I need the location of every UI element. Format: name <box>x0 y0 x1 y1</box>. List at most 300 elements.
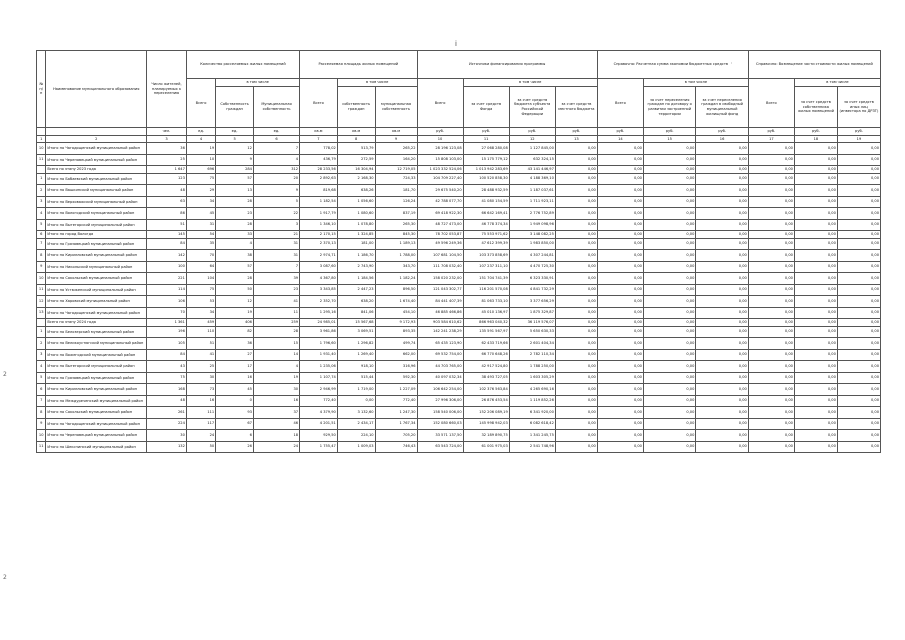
value-cell: 152 080 660,03 <box>417 418 463 430</box>
value-cell: 34 <box>186 196 215 208</box>
value-cell: 107 681 104,50 <box>417 250 463 262</box>
value-cell: 73 <box>186 384 215 396</box>
value-cell: 459 <box>186 319 215 327</box>
value-cell: 100 <box>147 261 187 273</box>
value-cell: 0,00 <box>555 219 597 231</box>
value-cell: 0,00 <box>837 349 880 361</box>
row-number <box>37 166 46 174</box>
value-cell: 0,00 <box>837 261 880 273</box>
table-row <box>37 338 881 350</box>
value-cell: 896,50 <box>375 284 417 296</box>
column-number-cell: 8 <box>337 136 375 143</box>
value-cell: 724,33 <box>375 173 417 185</box>
value-cell: 132 <box>147 441 187 453</box>
value-cell: 0,00 <box>748 273 794 285</box>
value-cell: 0,00 <box>555 143 597 155</box>
value-cell: 0,00 <box>555 441 597 453</box>
value-cell: 50 <box>186 441 215 453</box>
value-cell: 0,00 <box>597 296 643 308</box>
value-cell: 0,00 <box>555 166 597 174</box>
value-cell: 135 591 567,97 <box>463 326 509 338</box>
value-cell: 36 <box>147 143 187 155</box>
value-cell: 0,00 <box>748 261 794 273</box>
header-total: Всего <box>186 79 215 128</box>
value-cell: 78 702 053,87 <box>417 231 463 239</box>
value-cell: 0,00 <box>794 196 837 208</box>
value-cell: 6 341 920,00 <box>509 407 555 419</box>
value-cell: 261 <box>147 407 187 419</box>
value-cell: 0,00 <box>643 349 695 361</box>
row-number: 10 <box>37 273 46 285</box>
value-cell: 0,00 <box>555 284 597 296</box>
value-cell: 17 <box>216 361 254 373</box>
value-cell: 0,00 <box>555 338 597 350</box>
value-cell: 0,00 <box>748 319 794 327</box>
value-cell: 1 767,34 <box>375 418 417 430</box>
value-cell: 696 <box>186 166 215 174</box>
municipality-name: Всего по этапу 2023 года <box>46 166 147 174</box>
value-cell: 121 043 302,77 <box>417 284 463 296</box>
value-cell: 2 447,23 <box>337 284 375 296</box>
value-cell: 0,00 <box>597 173 643 185</box>
value-cell: 592,30 <box>375 372 417 384</box>
value-cell: 0,00 <box>794 250 837 262</box>
unit-cell <box>37 128 46 136</box>
table-row <box>37 238 881 250</box>
value-cell: 0,00 <box>696 173 748 185</box>
value-cell: 0,00 <box>794 185 837 197</box>
value-cell: 265,22 <box>375 143 417 155</box>
value-cell: 2 168,30 <box>337 173 375 185</box>
value-cell: 23 <box>216 208 254 220</box>
value-cell: 0,00 <box>696 166 748 174</box>
row-number: 5 <box>37 372 46 384</box>
value-cell: 181,00 <box>337 238 375 250</box>
value-cell: 0,00 <box>794 261 837 273</box>
value-cell: 845,30 <box>375 231 417 239</box>
value-cell: 47 612 399,39 <box>463 238 509 250</box>
value-cell: 265,30 <box>375 219 417 231</box>
value-cell: 3 148 082,25 <box>509 231 555 239</box>
value-cell: 0,00 <box>696 395 748 407</box>
value-cell: 632 324,15 <box>509 154 555 166</box>
value-cell: 1 603 305,29 <box>509 372 555 384</box>
value-cell: 20 <box>253 173 299 185</box>
column-number-cell: 14 <box>597 136 643 143</box>
value-cell: 142 <box>147 250 187 262</box>
column-number-cell: 13 <box>555 136 597 143</box>
value-cell: 31 <box>253 238 299 250</box>
value-cell: 104 <box>186 273 215 285</box>
value-cell: 1 227,09 <box>375 384 417 396</box>
municipality-name: Итого по Вытегорский муниципальный район <box>46 219 147 231</box>
value-cell: 284 <box>216 166 254 174</box>
value-cell: 0,00 <box>837 418 880 430</box>
value-cell: 111 <box>186 407 215 419</box>
municipality-name: Итого по Чагодощенский муниципальный район <box>46 307 147 319</box>
value-cell: 69 532 754,00 <box>417 349 463 361</box>
municipality-name: Итого по Кирилловский муниципальный район <box>46 250 147 262</box>
value-cell: 0,00 <box>837 238 880 250</box>
value-cell: 15 567,68 <box>337 319 375 327</box>
municipality-name: Итого по Чагодощенский муниципальный район <box>46 143 147 155</box>
value-cell: 106 <box>147 296 187 308</box>
municipality-name: Итого по Верховажский муниципальный район <box>46 196 147 208</box>
unit-cell: кв.м <box>337 128 375 136</box>
value-cell: 499,74 <box>375 338 417 350</box>
value-cell: 0,00 <box>643 238 695 250</box>
value-cell: 25 <box>147 154 187 166</box>
value-cell: 9 <box>253 185 299 197</box>
value-cell: 82 <box>216 326 254 338</box>
value-cell: 1 056,60 <box>337 196 375 208</box>
value-cell: 57 <box>216 261 254 273</box>
value-cell: 0,00 <box>555 196 597 208</box>
value-cell: 1 235,06 <box>300 361 338 373</box>
value-cell: 259 <box>253 319 299 327</box>
value-cell: 26 876 453,54 <box>463 395 509 407</box>
value-cell: 158 020 232,00 <box>417 273 463 285</box>
value-cell: 2 370,13 <box>300 238 338 250</box>
value-cell: 19 <box>216 307 254 319</box>
value-cell: 4 379,90 <box>300 407 338 419</box>
value-cell: 2 974,71 <box>300 250 338 262</box>
value-cell: 0,00 <box>643 219 695 231</box>
header-comp-investor: за счет средств иных лиц (инвестора по ДРЗТ) <box>837 87 880 128</box>
value-cell: 42 788 077,70 <box>417 196 463 208</box>
value-cell: 48 727 473,00 <box>417 219 463 231</box>
row-number: 2 <box>37 338 46 350</box>
value-cell: 64 <box>186 261 215 273</box>
municipality-name: Итого по Харовский муниципальный район <box>46 296 147 308</box>
value-cell: 0,00 <box>794 349 837 361</box>
value-cell: 1 647 <box>147 166 187 174</box>
value-cell: 114 <box>147 284 187 296</box>
column-number-cell: 19 <box>837 136 880 143</box>
header-incl: в том числе <box>216 79 300 87</box>
value-cell: 1 796,60 <box>300 338 338 350</box>
value-cell: 1 296,82 <box>337 338 375 350</box>
value-cell: 0,00 <box>696 349 748 361</box>
table-row <box>37 261 881 273</box>
value-cell: 6 323 330,91 <box>509 273 555 285</box>
value-cell: 837,19 <box>375 208 417 220</box>
value-cell: 46 778 374,34 <box>463 219 509 231</box>
value-cell: 7 <box>253 261 299 273</box>
value-cell: 0,00 <box>555 261 597 273</box>
stage-total-row <box>37 319 881 327</box>
value-cell: 0,00 <box>748 430 794 442</box>
value-cell: 0,00 <box>696 231 748 239</box>
value-cell: 0,00 <box>597 238 643 250</box>
table-row <box>37 361 881 373</box>
table-row <box>37 372 881 384</box>
value-cell: 0,00 <box>837 273 880 285</box>
value-cell: 0,00 <box>794 238 837 250</box>
header-ref-savings: Справочно: Расчетная сумма экономии бюджетных средств ' <box>597 51 748 79</box>
value-cell: 46 <box>253 418 299 430</box>
value-cell: 0,00 <box>555 349 597 361</box>
value-cell: 12 <box>216 296 254 308</box>
value-cell: 107 237 311,10 <box>463 261 509 273</box>
value-cell: 3 069,51 <box>337 326 375 338</box>
value-cell: 893,35 <box>375 326 417 338</box>
value-cell: 29 <box>186 185 215 197</box>
value-cell: 46 885 466,86 <box>417 307 463 319</box>
unit-cell: руб. <box>748 128 794 136</box>
value-cell: 24 <box>253 441 299 453</box>
unit-cell: ед. <box>253 128 299 136</box>
value-cell: 0,00 <box>794 384 837 396</box>
value-cell: 0,00 <box>837 219 880 231</box>
value-cell: 0 <box>216 395 254 407</box>
value-cell: 0,00 <box>597 250 643 262</box>
value-cell: 0,00 <box>555 208 597 220</box>
row-number <box>37 319 46 327</box>
value-cell: 0,00 <box>597 407 643 419</box>
table-row <box>37 185 881 197</box>
column-number-cell: 9 <box>375 136 417 143</box>
value-cell: 66 770 648,26 <box>463 349 509 361</box>
value-cell: 1 189,13 <box>375 238 417 250</box>
header-total: Всего <box>417 79 463 128</box>
table-body <box>37 143 881 453</box>
value-cell: 1 324,85 <box>337 231 375 239</box>
value-cell: 1 009,03 <box>337 441 375 453</box>
value-cell: 1 023 332 524,06 <box>417 166 463 174</box>
value-cell: 0,00 <box>555 430 597 442</box>
unit-cell: руб. <box>463 128 509 136</box>
unit-cell: кв.м <box>300 128 338 136</box>
value-cell: 746,43 <box>375 441 417 453</box>
value-cell: 0,00 <box>597 185 643 197</box>
table-row <box>37 284 881 296</box>
value-cell: 4 307 244,81 <box>509 250 555 262</box>
value-cell: 0,00 <box>794 441 837 453</box>
value-cell: 515,44 <box>337 372 375 384</box>
value-cell: 0,00 <box>643 384 695 396</box>
value-cell: 3 377 656,29 <box>509 296 555 308</box>
value-cell: 0,00 <box>696 296 748 308</box>
value-cell: 0,00 <box>555 296 597 308</box>
value-cell: 24 985,01 <box>300 319 338 327</box>
value-cell: 102 376 563,84 <box>463 384 509 396</box>
municipality-name: Итого по Бабаевский муниципальный район <box>46 173 147 185</box>
value-cell: 42 917 524,80 <box>463 361 509 373</box>
value-cell: 772,40 <box>300 395 338 407</box>
value-cell: 272,59 <box>337 154 375 166</box>
value-cell: 51 <box>186 338 215 350</box>
value-cell: 0,00 <box>643 319 695 327</box>
value-cell: 75 <box>186 173 215 185</box>
value-cell: 45 010 136,97 <box>463 307 509 319</box>
municipality-name: Итого по город Вологда <box>46 231 147 239</box>
value-cell: 0,00 <box>696 238 748 250</box>
value-cell: 62 433 719,66 <box>463 338 509 350</box>
row-number: 9 <box>37 418 46 430</box>
value-cell: 0,00 <box>696 319 748 327</box>
value-cell: 37 <box>253 407 299 419</box>
value-cell: 0,00 <box>794 395 837 407</box>
value-cell: 1 949 098,96 <box>509 219 555 231</box>
value-cell: 0,00 <box>696 219 748 231</box>
value-cell: 1 119 852,26 <box>509 395 555 407</box>
value-cell: 0,00 <box>837 384 880 396</box>
unit-cell <box>46 128 147 136</box>
municipality-name: Итого по Грязовецкий муниципальный район <box>46 238 147 250</box>
value-cell: 145 <box>147 231 187 239</box>
value-cell: 0,00 <box>748 326 794 338</box>
value-cell: 28 <box>216 273 254 285</box>
table-row <box>37 154 881 166</box>
value-cell: 0,00 <box>837 430 880 442</box>
value-cell: 126,24 <box>375 196 417 208</box>
value-cell: 4 265 690,16 <box>509 384 555 396</box>
value-cell: 0,00 <box>748 395 794 407</box>
value-cell: 16 304,94 <box>337 166 375 174</box>
value-cell: 772,40 <box>375 395 417 407</box>
value-cell: 4 201,51 <box>300 418 338 430</box>
value-cell: 0,00 <box>794 173 837 185</box>
value-cell: 181,70 <box>375 185 417 197</box>
value-cell: 2 352,70 <box>300 296 338 308</box>
value-cell: 0,00 <box>696 261 748 273</box>
value-cell: 0,00 <box>748 441 794 453</box>
value-cell: 0,00 <box>555 326 597 338</box>
value-cell: 0,00 <box>794 430 837 442</box>
value-cell: 0,00 <box>794 219 837 231</box>
value-cell: 9 <box>216 154 254 166</box>
row-number: 8 <box>37 407 46 419</box>
value-cell: 0,00 <box>748 208 794 220</box>
column-number-cell: 5 <box>216 136 254 143</box>
municipality-name: Итого по Череповецкий муниципальный район <box>46 154 147 166</box>
value-cell: 1 875 329,87 <box>509 307 555 319</box>
table-row <box>37 326 881 338</box>
value-cell: 28 <box>216 196 254 208</box>
unit-cell: руб. <box>696 128 748 136</box>
value-cell: 65 435 123,90 <box>417 338 463 350</box>
value-cell: 0,00 <box>597 166 643 174</box>
value-cell: 3 087,60 <box>300 261 338 273</box>
value-cell: 1 346,10 <box>300 219 338 231</box>
value-cell: 221 <box>147 273 187 285</box>
value-cell: 0,00 <box>643 143 695 155</box>
header-rooms-group: Количество расселяемых жилых помещений <box>186 51 299 79</box>
row-number: 3 <box>37 196 46 208</box>
value-cell: 0,00 <box>643 250 695 262</box>
value-cell: 2 541 748,96 <box>509 441 555 453</box>
table-row <box>37 143 881 155</box>
value-cell: 0,00 <box>696 430 748 442</box>
value-cell: 1 931,40 <box>300 349 338 361</box>
value-cell: 0,00 <box>696 208 748 220</box>
row-number: 8 <box>37 250 46 262</box>
value-cell: 0,00 <box>794 166 837 174</box>
unit-cell: руб. <box>837 128 880 136</box>
value-cell: 116 201 570,08 <box>463 284 509 296</box>
value-cell: 0,00 <box>748 372 794 384</box>
column-number-cell: 1 <box>37 136 46 143</box>
municipality-name: Итого по Сокольский муниципальный район <box>46 407 147 419</box>
value-cell: 57 <box>216 173 254 185</box>
header-ref-compensation: Справочно: Возмещение части стоимости жилых помещений <box>748 51 880 79</box>
value-cell: 1 107,74 <box>300 372 338 384</box>
value-cell: 638,20 <box>337 296 375 308</box>
value-cell: 15 <box>253 338 299 350</box>
value-cell: 0,00 <box>794 273 837 285</box>
value-cell: 0,00 <box>696 196 748 208</box>
value-cell: 0,00 <box>555 231 597 239</box>
value-cell: 0,00 <box>597 319 643 327</box>
value-cell: 106 642 254,00 <box>417 384 463 396</box>
municipality-name: Итого по Грязовецкий муниципальный район <box>46 372 147 384</box>
value-cell: 1 674,40 <box>375 296 417 308</box>
unit-cell: чел. <box>147 128 187 136</box>
value-cell: 13 <box>216 185 254 197</box>
value-cell: 6 082 618,42 <box>509 418 555 430</box>
value-cell: 0,00 <box>643 407 695 419</box>
value-cell: 0,00 <box>643 261 695 273</box>
value-cell: 5 <box>253 196 299 208</box>
value-cell: 0,00 <box>597 284 643 296</box>
column-number-cell: 10 <box>417 136 463 143</box>
value-cell: 312 <box>253 166 299 174</box>
value-cell: 45 <box>186 208 215 220</box>
value-cell: 705,20 <box>375 430 417 442</box>
unit-cell: руб. <box>643 128 695 136</box>
value-cell: 0,00 <box>837 196 880 208</box>
value-cell: 15 175 779,12 <box>463 154 509 166</box>
value-cell: 0,00 <box>643 395 695 407</box>
value-cell: 110 <box>186 326 215 338</box>
unit-cell: ед. <box>186 128 215 136</box>
value-cell: 7 <box>253 143 299 155</box>
value-cell: 0,00 <box>555 372 597 384</box>
municipality-name: Итого по Вожегодский муниципальный район <box>46 349 147 361</box>
value-cell: 0,00 <box>748 238 794 250</box>
side-mark: 2 <box>3 574 7 581</box>
value-cell: 105 <box>147 338 187 350</box>
value-cell: 70 <box>186 250 215 262</box>
value-cell: 0,00 <box>337 395 375 407</box>
value-cell: 123 <box>147 173 187 185</box>
table-row <box>37 349 881 361</box>
column-number-cell: 16 <box>696 136 748 143</box>
column-number-cell: 3 <box>147 136 187 143</box>
value-cell: 84 441 407,39 <box>417 296 463 308</box>
value-cell: 0,00 <box>643 273 695 285</box>
row-number: 5 <box>37 219 46 231</box>
row-number: 7 <box>37 238 46 250</box>
value-cell: 19 <box>186 143 215 155</box>
value-cell: 30 <box>253 384 299 396</box>
value-cell: 168 <box>147 384 187 396</box>
value-cell: 14 <box>253 349 299 361</box>
value-cell: 0,00 <box>597 273 643 285</box>
value-cell: 0,00 <box>555 273 597 285</box>
value-cell: 0,00 <box>794 143 837 155</box>
value-cell: 903 584 610,62 <box>417 319 463 327</box>
value-cell: 100 520 858,30 <box>463 173 509 185</box>
value-cell: 0,00 <box>643 338 695 350</box>
value-cell: 0,00 <box>837 173 880 185</box>
value-cell: 0,00 <box>794 284 837 296</box>
value-cell: 41 <box>253 296 299 308</box>
value-cell: 0,00 <box>696 372 748 384</box>
value-cell: 224,10 <box>337 430 375 442</box>
value-cell: 0,00 <box>748 231 794 239</box>
